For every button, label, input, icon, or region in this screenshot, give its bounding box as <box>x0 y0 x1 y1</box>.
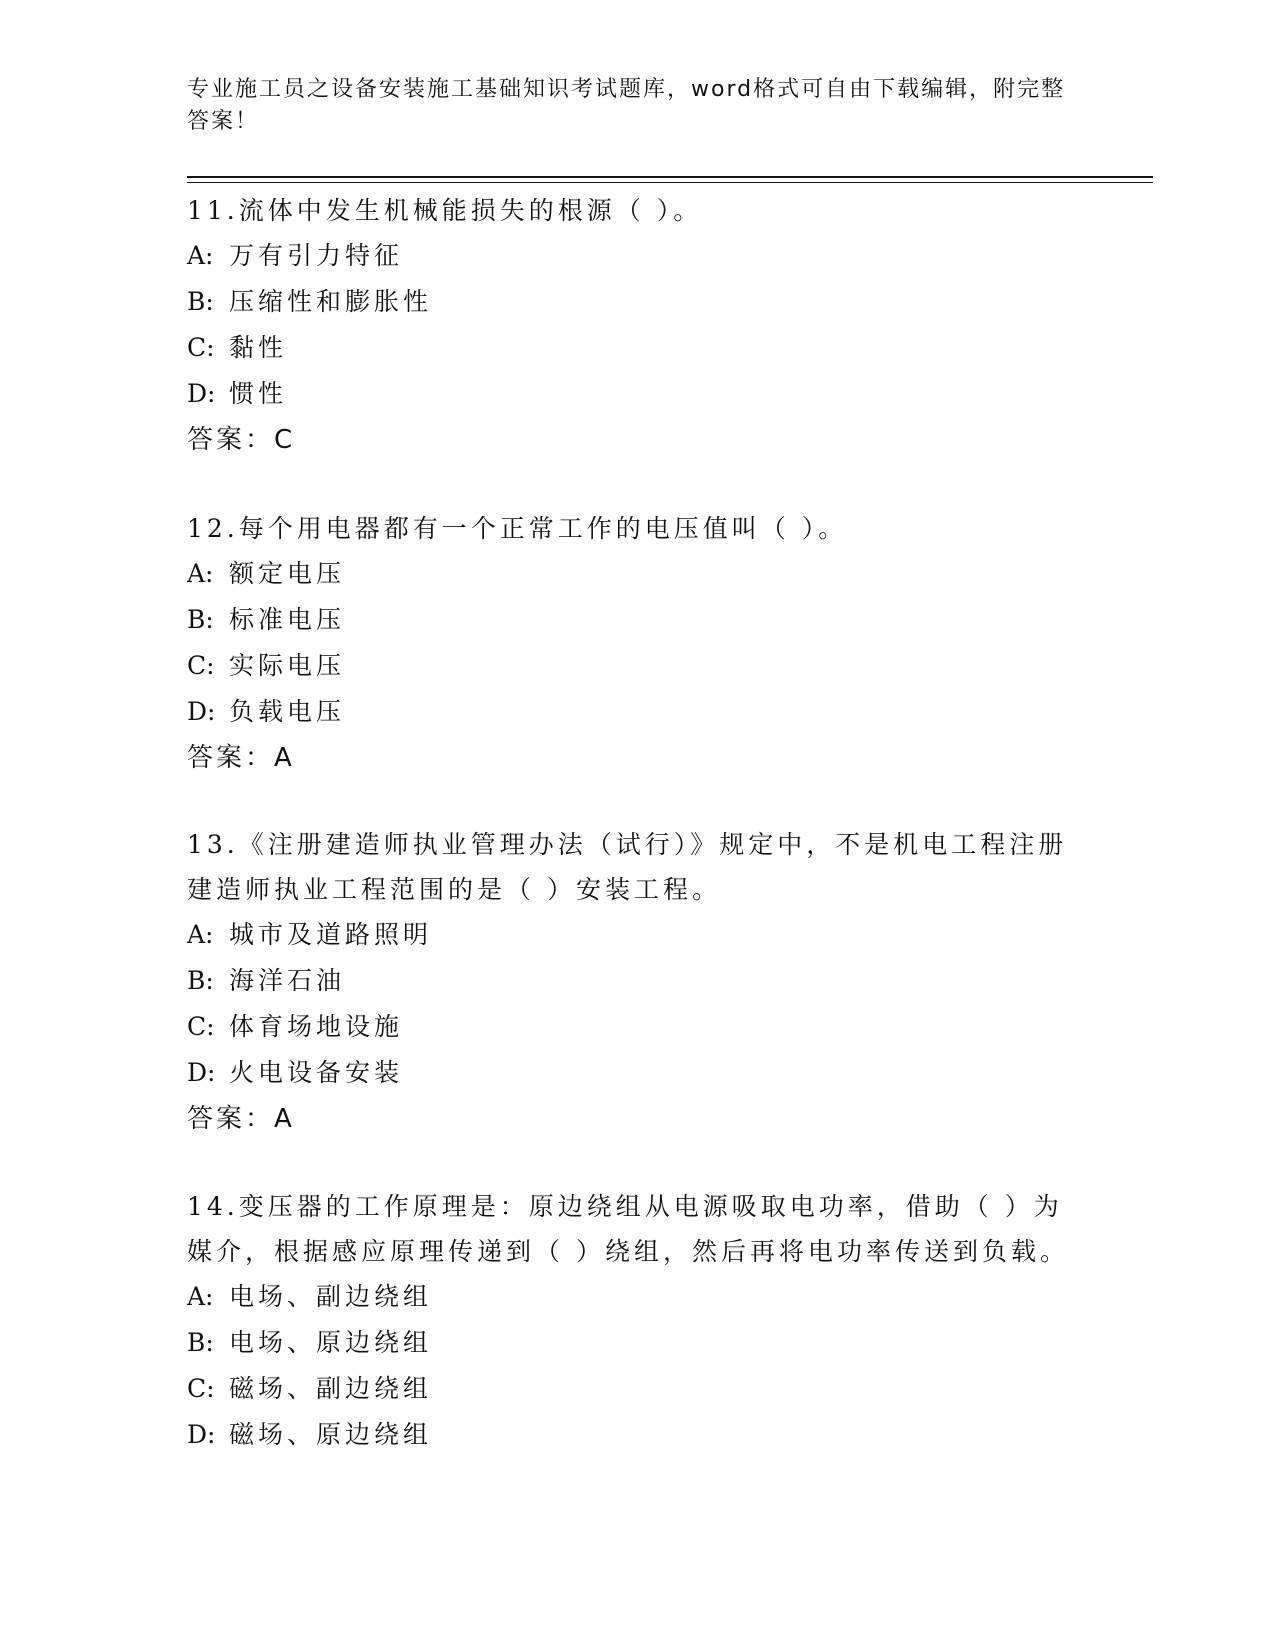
document-header: 专业施工员之设备安装施工基础知识考试题库，word格式可自由下载编辑，附完整答案！ <box>187 77 1066 134</box>
answer-line <box>187 417 1087 463</box>
option-key: A: <box>187 241 214 270</box>
option-d <box>187 689 1087 735</box>
option-text: 标准电压 <box>229 605 346 634</box>
question-stem: 12.每个用电器都有一个正常工作的电压值叫（ ）。 <box>187 514 848 543</box>
answer-label: 答案： <box>187 425 275 455</box>
option-key: D: <box>187 1058 216 1087</box>
option-key: C: <box>187 1012 215 1041</box>
option-text: 体育场地设施 <box>229 1012 404 1041</box>
option-c <box>187 643 1087 689</box>
option-d <box>187 1412 1087 1458</box>
option-c <box>187 1366 1087 1412</box>
option-text: 海洋石油 <box>229 966 346 995</box>
option-d <box>187 371 1087 417</box>
answer-label: 答案： <box>187 743 275 773</box>
option-b <box>187 958 1087 1004</box>
option-text: 磁场、原边绕组 <box>229 1420 433 1449</box>
option-text: 额定电压 <box>229 559 346 588</box>
answer-line <box>187 735 1087 781</box>
option-text: 压缩性和膨胀性 <box>229 287 433 316</box>
option-key: D: <box>187 697 216 726</box>
option-c <box>187 1004 1087 1050</box>
option-a <box>187 1274 1087 1320</box>
header-rule-thin <box>187 182 1153 183</box>
option-key: D: <box>187 379 216 408</box>
option-key: B: <box>187 966 214 995</box>
option-key: C: <box>187 333 215 362</box>
option-text: 磁场、副边绕组 <box>229 1374 433 1403</box>
option-d <box>187 1050 1087 1096</box>
option-b <box>187 279 1087 325</box>
question-stem: 13.《注册建造师执业管理办法（试行）》规定中，不是机电工程注册建造师执业工程范围的是（ ）安装工程。 <box>187 830 1068 904</box>
option-b <box>187 1320 1087 1366</box>
answer-value: A <box>274 1104 294 1134</box>
option-text: 火电设备安装 <box>229 1058 404 1087</box>
option-key: B: <box>187 1328 214 1357</box>
option-text: 电场、副边绕组 <box>229 1282 433 1311</box>
option-key: B: <box>187 605 214 634</box>
option-c <box>187 325 1087 371</box>
option-a <box>187 233 1087 279</box>
header-rule-thick <box>187 176 1153 178</box>
question-stem: 14.变压器的工作原理是：原边绕组从电源吸取电功率，借助（ ）为媒介，根据感应原理传递到（ ）绕组，然后再将电功率传送到负载。 <box>187 1192 1069 1266</box>
option-a <box>187 551 1087 597</box>
option-key: C: <box>187 1374 215 1403</box>
option-text: 电场、原边绕组 <box>229 1328 433 1357</box>
question-13 <box>187 822 1087 1142</box>
option-key: C: <box>187 651 215 680</box>
option-text: 黏性 <box>229 333 288 362</box>
option-key: D: <box>187 1420 216 1449</box>
option-text: 负载电压 <box>229 697 346 726</box>
option-a <box>187 912 1087 958</box>
answer-value: C <box>274 425 295 455</box>
option-key: A: <box>187 1282 214 1311</box>
answer-label: 答案： <box>187 1104 275 1134</box>
option-b <box>187 597 1087 643</box>
option-text: 实际电压 <box>229 651 346 680</box>
question-11 <box>187 188 1087 463</box>
answer-value: A <box>274 743 294 773</box>
option-text: 城市及道路照明 <box>229 920 433 949</box>
option-key: A: <box>187 559 214 588</box>
option-text: 惯性 <box>229 379 288 408</box>
option-key: B: <box>187 287 214 316</box>
question-stem: 11.流体中发生机械能损失的根源（ ）。 <box>187 196 703 225</box>
option-text: 万有引力特征 <box>229 241 404 270</box>
option-key: A: <box>187 920 214 949</box>
question-14 <box>187 1184 1087 1458</box>
answer-line <box>187 1096 1087 1142</box>
question-12 <box>187 506 1087 781</box>
